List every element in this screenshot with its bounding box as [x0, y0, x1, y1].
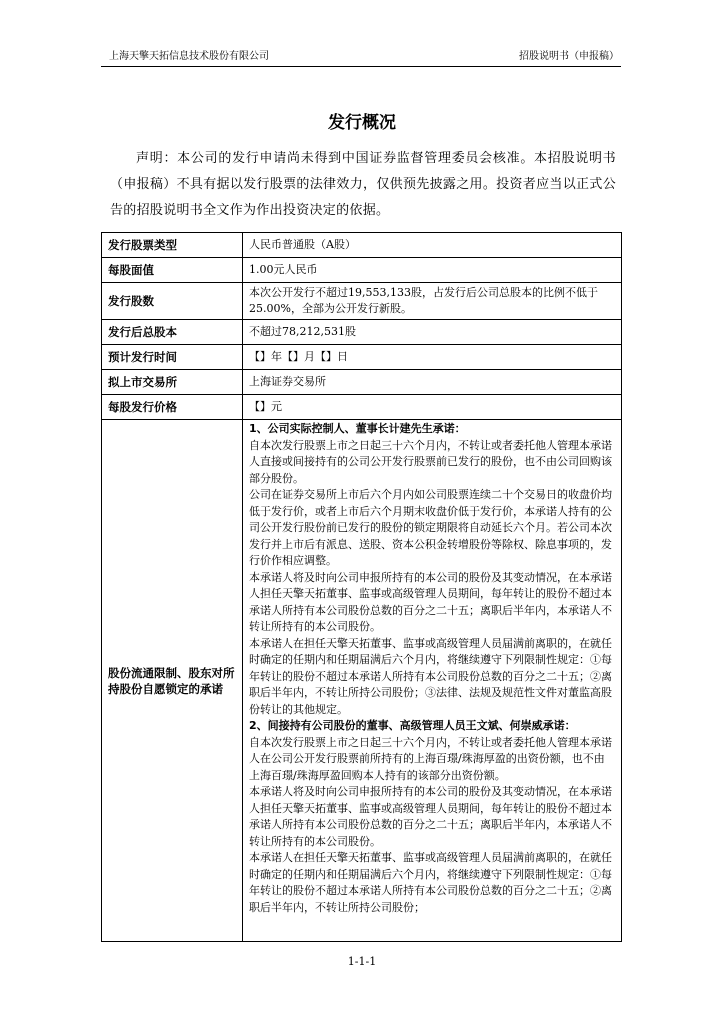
row-key: 发行股票类型 [102, 233, 243, 258]
row-value: 不超过78,212,531股 [243, 320, 622, 345]
page-number: 1-1-1 [347, 955, 377, 968]
commitment-paragraph: 公司在证券交易所上市后六个月内如公司股票连续二十个交易日的收盘价均低于发行价，或者上市后六个月期末收盘价低于发行价，本承诺人持有的公司公开发行股份前已发行的股份的锁定期限将自动延长六个月。若公司本次发行并上市后有派息、送股、资本公积金转增股份等除权、除息事项的，发行价作相应调整。 [249, 488, 612, 567]
statement-paragraph: 声明：本公司的发行申请尚未得到中国证券监督管理委员会核准。本招股说明书（申报稿）不具有据以发行股票的法律效力，仅供预先披露之用。投资者应当以正式公告的招股说明书全文作为作出投资决定的依据。 [110, 151, 616, 218]
header-doc-type: 招股说明书（申报稿） [519, 51, 619, 62]
commitment-heading: 2、间接持有公司股份的董事、高级管理人员王文斌、何崇威承诺： [249, 719, 576, 732]
page-header [101, 50, 621, 67]
row-key: 拟上市交易所 [102, 370, 243, 395]
row-key: 股份流通限制、股东对所持股份自愿锁定的承诺 [102, 420, 243, 942]
row-key: 发行后总股本 [102, 320, 243, 345]
table-row [102, 283, 622, 320]
header-company: 上海天擎天拓信息技术股份有限公司 [109, 51, 269, 62]
page-title: 发行概况 [328, 113, 396, 133]
row-value: 【】元 [243, 395, 622, 420]
row-key: 每股面值 [102, 258, 243, 283]
lockup-commitments [243, 420, 622, 942]
table-row [102, 370, 622, 395]
table-row [102, 395, 622, 420]
row-value: 上海证券交易所 [243, 370, 622, 395]
row-key: 每股发行价格 [102, 395, 243, 420]
table-row [102, 233, 622, 258]
commitment-heading: 1、公司实际控制人、董事长计建先生承诺： [249, 422, 466, 435]
row-value: 人民币普通股（A股） [243, 233, 622, 258]
table-row [102, 320, 622, 345]
table-row [102, 345, 622, 370]
commitment-paragraph: 本承诺人在担任天擎天拓董事、监事或高级管理人员届满前离职的，在就任时确定的任期内和任期届满后六个月内，将继续遵守下列限制性规定：①每年转让的股份不超过本承诺人所持有本公司股份总数的百分之二十五；②离职后半年内，不转让所持公司股份；③法律、法规及规范性文件对董监高股份转让的其他规定。 [249, 636, 612, 716]
row-key: 预计发行时间 [102, 345, 243, 370]
row-value: 本次公开发行不超过19,553,133股，占发行后公司总股本的比例不低于25.00%，全部为公开发行新股。 [243, 283, 622, 320]
table-row [102, 420, 622, 942]
table-row [102, 258, 622, 283]
commitment-paragraph: 本承诺人在担任天擎天拓董事、监事或高级管理人员届满前离职的，在就任时确定的任期内和任期届满后六个月内，将继续遵守下列限制性规定：①每年转让的股份不超过本承诺人所持有本公司股份总数的百分之二十五；②离职后半年内，不转让所持公司股份； [249, 851, 612, 914]
commitment-paragraph: 本承诺人将及时向公司申报所持有的本公司的股份及其变动情况，在本承诺人担任天擎天拓董事、监事或高级管理人员期间，每年转让的股份不超过本承诺人所持有本公司股份总数的百分之二十五；离职后半年内，本承诺人不转让所持有的本公司股份。 [249, 785, 612, 848]
commitment-paragraph: 自本次发行股票上市之日起三十六个月内，不转让或者委托他人管理本承诺人在公司公开发行股票前所持有的上海百璟/珠海厚盈的出资份额，也不由上海百璟/珠海厚盈回购本人持有的该部分出资份额。 [249, 735, 612, 782]
offering-table [101, 232, 622, 942]
row-value: 【】年【】月【】日 [243, 345, 622, 370]
row-key: 发行股数 [102, 283, 243, 320]
commitment-paragraph: 自本次发行股票上市之日起三十六个月内，不转让或者委托他人管理本承诺人直接或间接持有的公司公开发行股票前已发行的股份，也不由公司回购该部分股份。 [249, 438, 612, 485]
commitment-paragraph: 本承诺人将及时向公司申报所持有的本公司的股份及其变动情况，在本承诺人担任天擎天拓董事、监事或高级管理人员期间，每年转让的股份不超过本承诺人所持有本公司股份总数的百分之二十五；离职后半年内，本承诺人不转让所持有的本公司股份。 [249, 570, 612, 633]
row-value: 1.00元人民币 [243, 258, 622, 283]
